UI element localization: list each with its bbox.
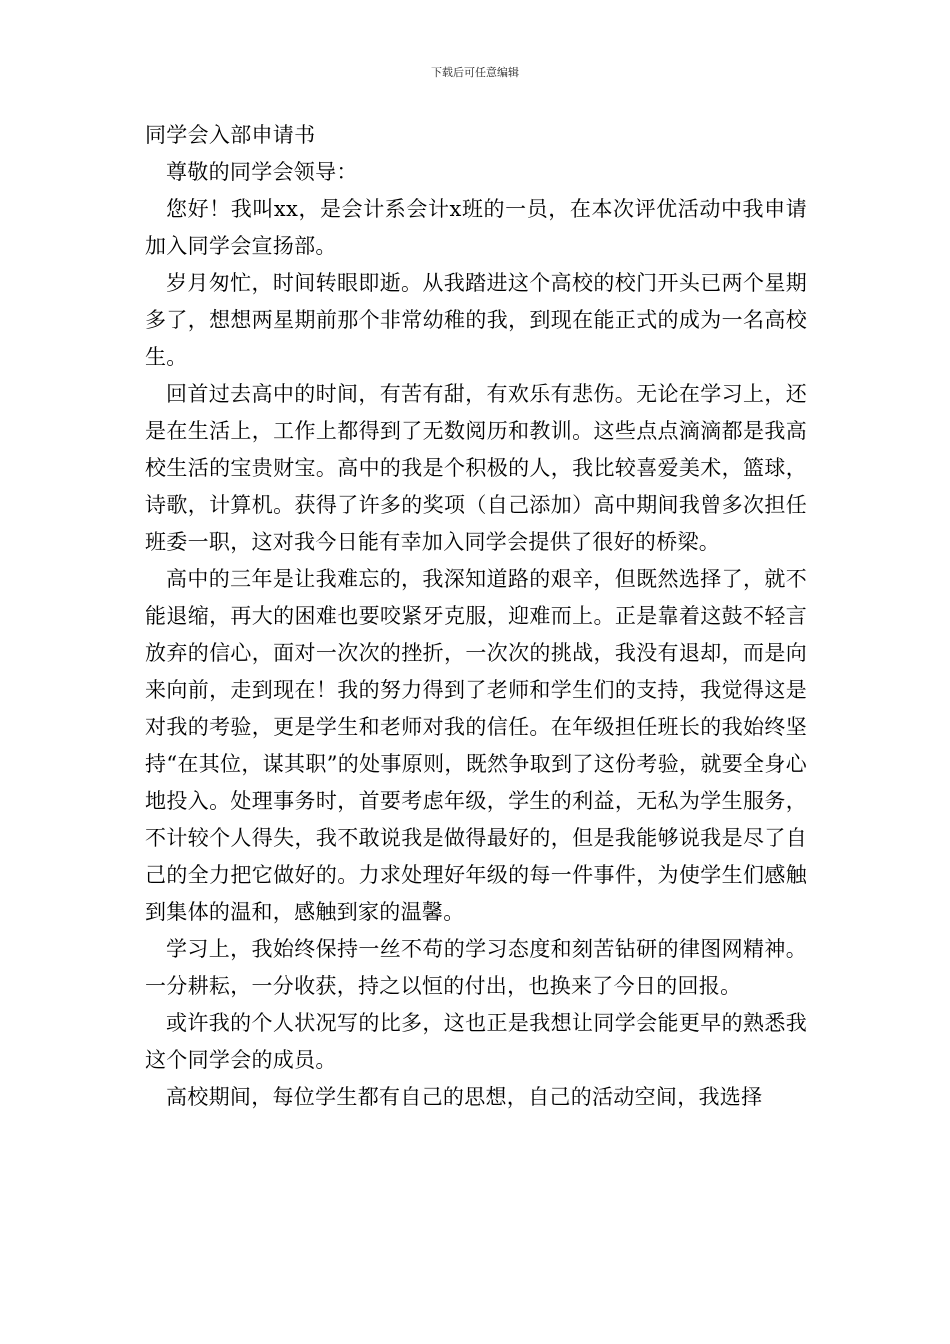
document-body [145,117,807,1116]
paragraph-high-school-experience: 高中的三年是让我难忘的，我深知道路的艰辛，但既然选择了，就不能退缩，再大的困难也要咬紧牙克服，迎难而上。正是靠着这鼓不轻言放弃的信心，面对一次次的挫折，一次次的挑战，我没有退却，而是向来向前，走到现在！我的努力得到了老师和学生们的支持，我觉得这是对我的考验，更是学生和老师对我的信任。在年级担任班长的我始终坚持“在其位，谋其职”的处事原则，既然争取到了这份考验，就要全身心地投入。处理事务时，首要考虑年级，学生的利益，无私为学生服务，不计较个人得失，我不敢说我是做得最好的，但是我能够说我是尽了自己的全力把它做好的。力求处理好年级的每一件事件，为使学生们感触到集体的温和，感触到家的温馨。 [145,567,807,924]
paragraph-greeting: 您好！我叫xx，是会计系会计x班的一员，在本次评优活动中我申请加入同学会宣扬部。 [145,197,807,258]
document-title: 同学会入部申请书 [145,123,316,147]
paragraph-high-school-review: 回首过去高中的时间，有苦有甜，有欢乐有悲伤。无论在学习上，还是在生活上，工作上都得到了无数阅历和教训。这些点点滴滴都是我高校生活的宝贵财宝。高中的我是个积极的人，我比较喜爱美术，篮球，诗歌，计算机。获得了许多的奖项（自己添加）高中期间我曾多次担任班委一职，这对我今日能有幸加入同学会提供了很好的桥梁。 [145,382,807,554]
paragraph-study-attitude: 学习上，我始终保持一丝不苟的学习态度和刻苦钻研的律图网精神。一分耕耘，一分收获，持之以恒的付出，也换来了今日的回报。 [145,937,807,998]
paragraph-time-passing: 岁月匆忙，时间转眼即逝。从我踏进这个高校的校门开头已两个星期多了，想想两星期前那个非常幼稚的我，到现在能正式的成为一名高校生。 [145,271,807,369]
salutation: 尊敬的同学会领导： [166,160,358,184]
paragraph-university-period: 高校期间，每位学生都有自己的思想，自己的活动空间，我选择 [166,1085,763,1109]
paragraph-personal-situation: 或许我的个人状况写的比多，这也正是我想让同学会能更早的熟悉我这个同学会的成员。 [145,1011,807,1072]
page-header-note: 下载后可任意编辑 [431,66,519,79]
